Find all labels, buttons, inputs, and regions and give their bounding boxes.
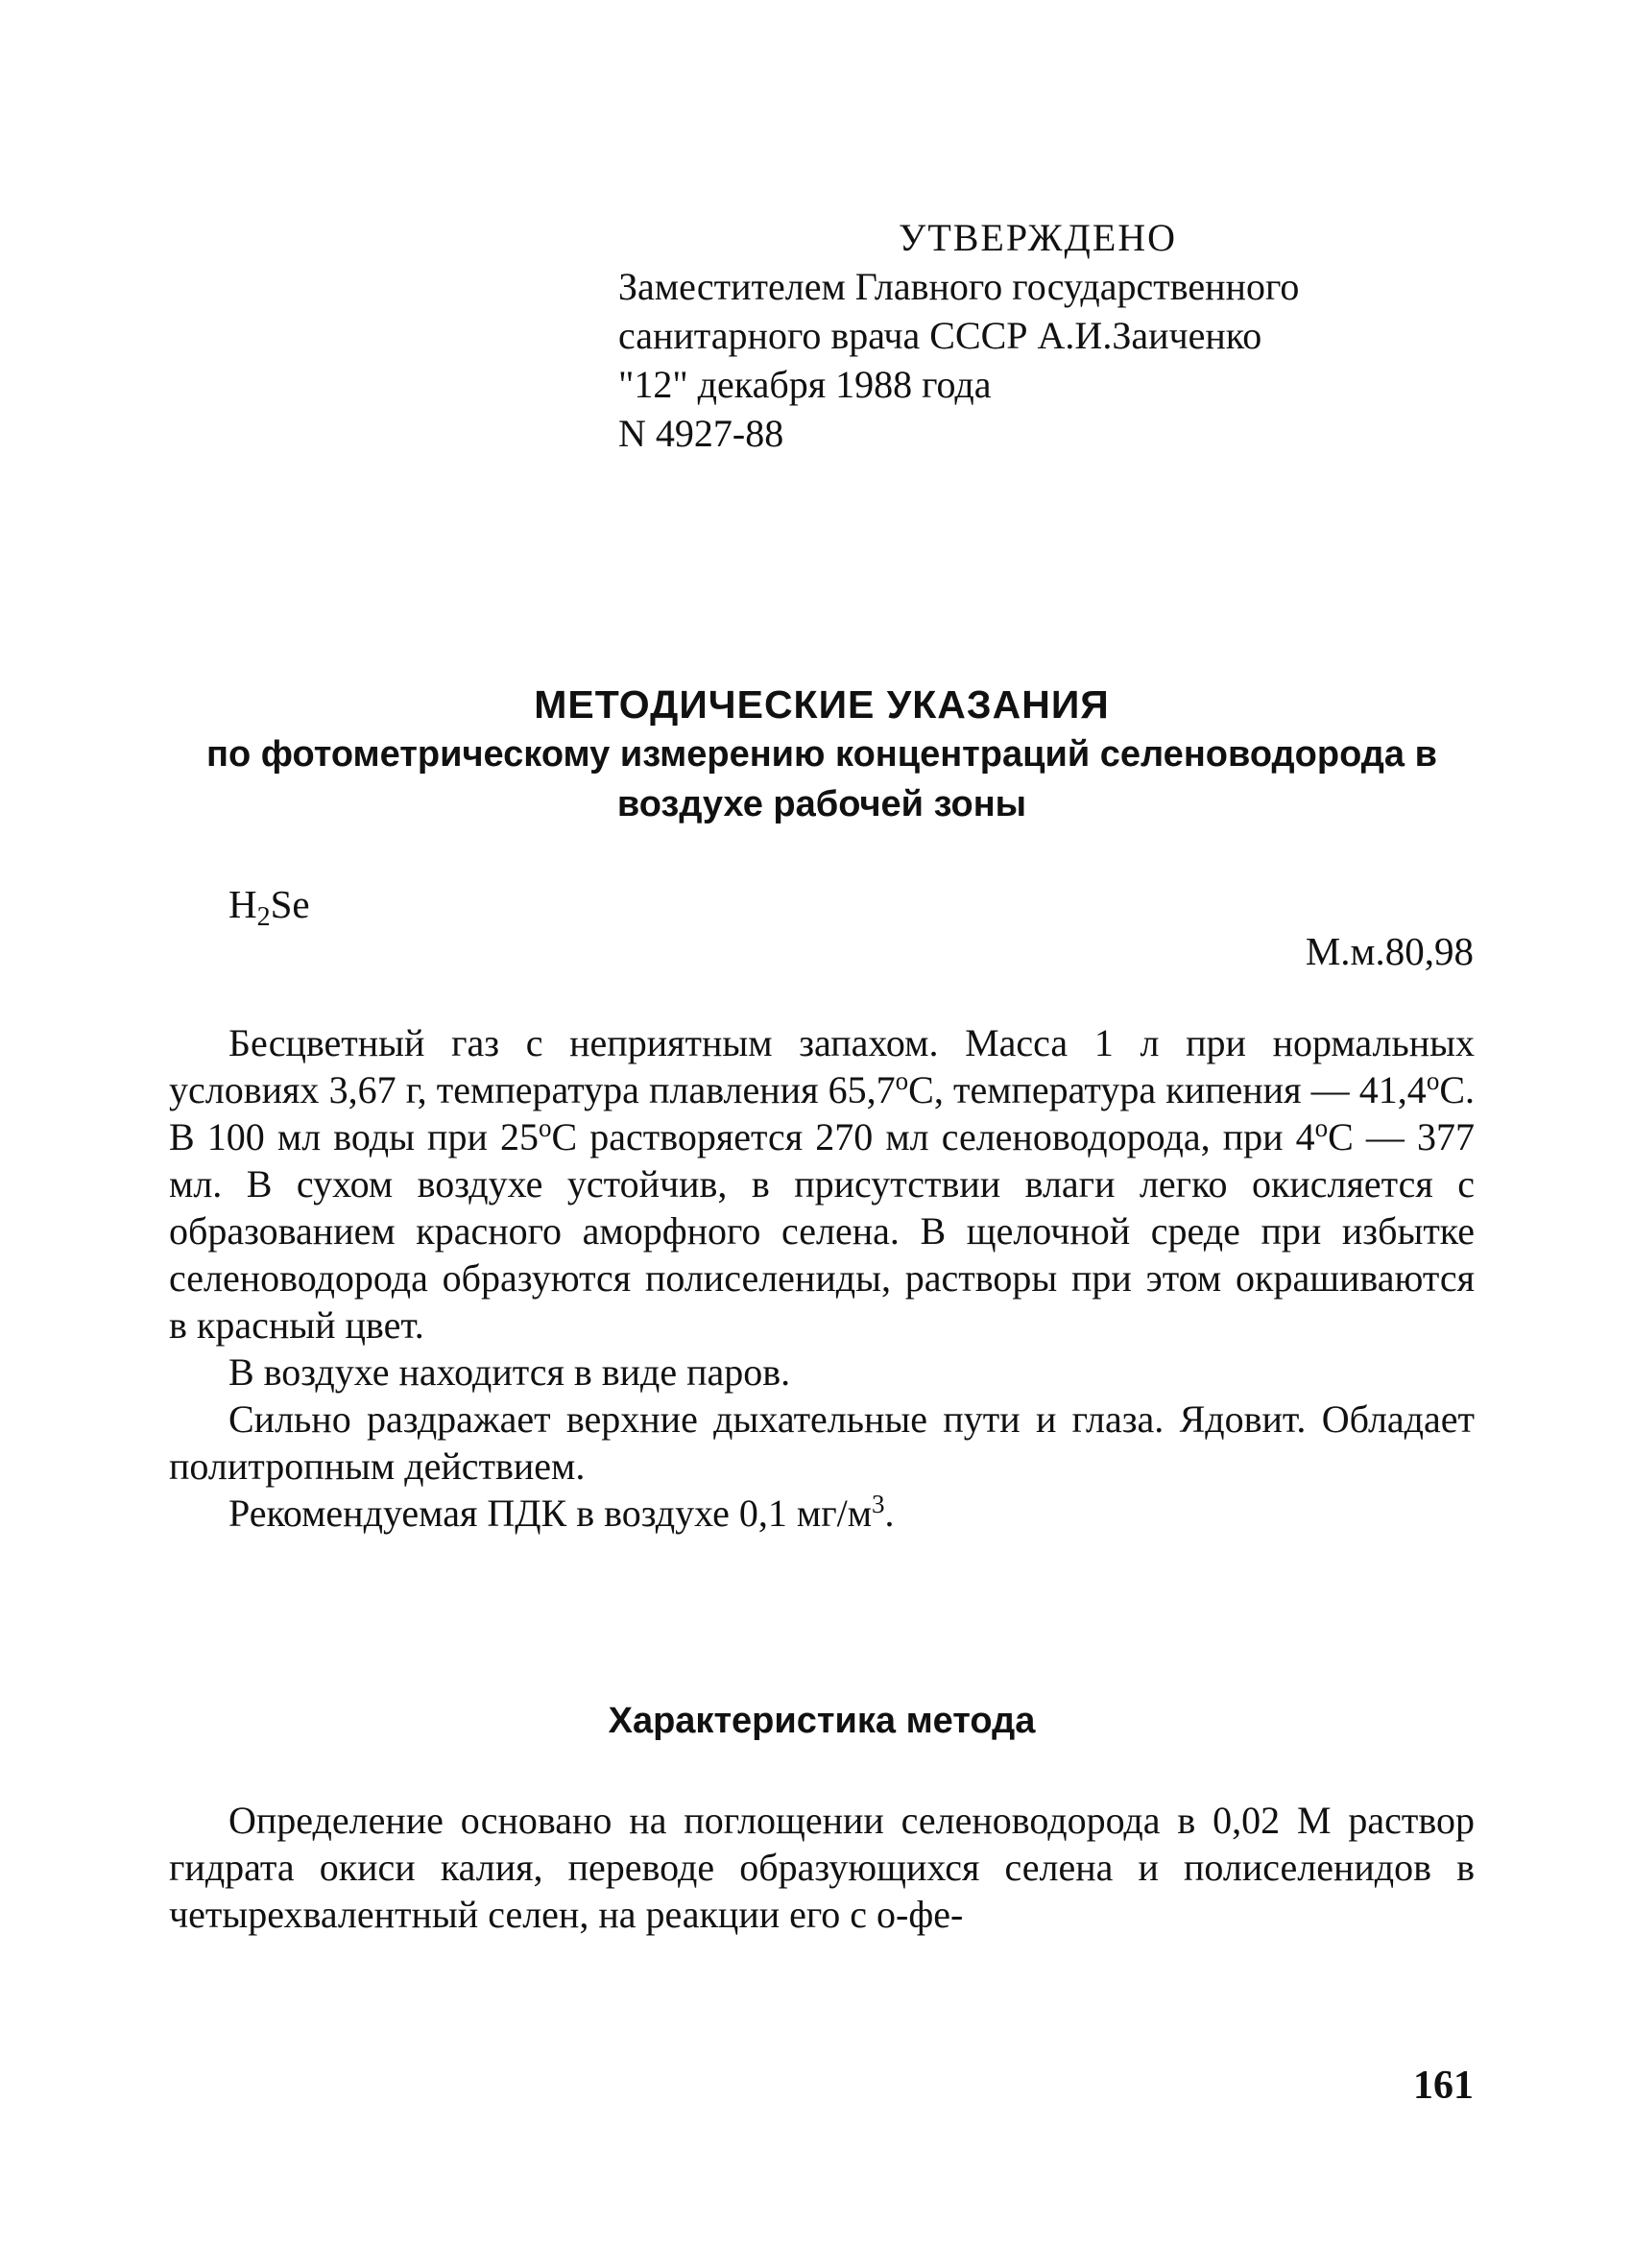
approval-line-3: "12" декабря 1988 года xyxy=(618,363,992,406)
approval-line-4: N 4927-88 xyxy=(618,412,784,455)
approval-line-1: Заместителем Главного государственного xyxy=(618,265,1300,308)
cubic-superscript: 3 xyxy=(872,1490,885,1518)
approval-heading: УТВЕРЖДЕНО xyxy=(899,216,1178,259)
approval-block xyxy=(618,213,1425,458)
description-paragraph-4 xyxy=(169,1490,1475,1537)
molar-mass: М.м.80,98 xyxy=(1305,929,1474,973)
description-paragraph-2: В воздухе находится в виде паров. xyxy=(228,1350,791,1394)
pdk-period: . xyxy=(884,1492,895,1535)
section-heading-method: Характеристика метода xyxy=(608,1701,1036,1741)
degree-sign: о xyxy=(1314,1113,1329,1142)
pdk-text: Рекомендуемая ПДК в воздухе 0,1 мг/м xyxy=(228,1492,873,1535)
desc-text-d: С растворяется 270 мл селеноводорода, при 4 xyxy=(551,1115,1315,1158)
description-paragraph-1 xyxy=(169,1019,1475,1349)
method-description xyxy=(169,1797,1475,1938)
title-main: МЕТОДИЧЕСКИЕ УКАЗАНИЯ xyxy=(534,682,1110,727)
formula-prefix: H xyxy=(228,882,257,926)
desc-text-a: Бесцветный газ с неприятным запахом. Масса 1 л при нормальных условиях 3,67 г, температура плавления 65,7 xyxy=(169,1021,1475,1111)
document-title xyxy=(169,680,1475,829)
chemical-formula xyxy=(228,880,310,942)
substance-description xyxy=(169,1019,1475,1537)
formula-subscript: 2 xyxy=(256,902,271,932)
degree-sign: о xyxy=(895,1066,909,1095)
title-subtitle-line-1: по фотометрическому измерению концентраций селеноводорода в xyxy=(206,734,1437,775)
description-paragraph-3: Сильно раздражает верхние дыхательные пути и глаза. Ядовит. Обладает политропным действием. xyxy=(169,1397,1475,1488)
desc-text-c: С. В 100 мл воды при 25 xyxy=(169,1068,1475,1158)
formula-suffix: Se xyxy=(270,882,310,926)
desc-text-e: С — 377 мл. В сухом воздухе устойчив, в присутствии влаги легко окисляется с образованием красного аморфного селена. В щелочной среде при избытке селеноводорода образуются полиселениды, растворы при этом окрашиваются в красный цвет. xyxy=(169,1115,1475,1347)
page-number: 161 xyxy=(1413,2064,1474,2108)
method-paragraph-1: Определение основано на поглощении селеноводорода в 0,02 М раствор гидрата окиси калия, переводе образующихся селена и полиселенидов в четырехвалентный селен, на реакции его с о-фе- xyxy=(169,1799,1475,1936)
approval-line-2: санитарного врача СССР А.И.Заиченко xyxy=(618,314,1262,357)
desc-text-b: С, температура кипения — 41,4 xyxy=(908,1068,1427,1111)
degree-sign: о xyxy=(1426,1066,1440,1095)
title-subtitle-line-2: воздухе рабочей зоны xyxy=(616,784,1027,824)
degree-sign: о xyxy=(538,1113,552,1142)
